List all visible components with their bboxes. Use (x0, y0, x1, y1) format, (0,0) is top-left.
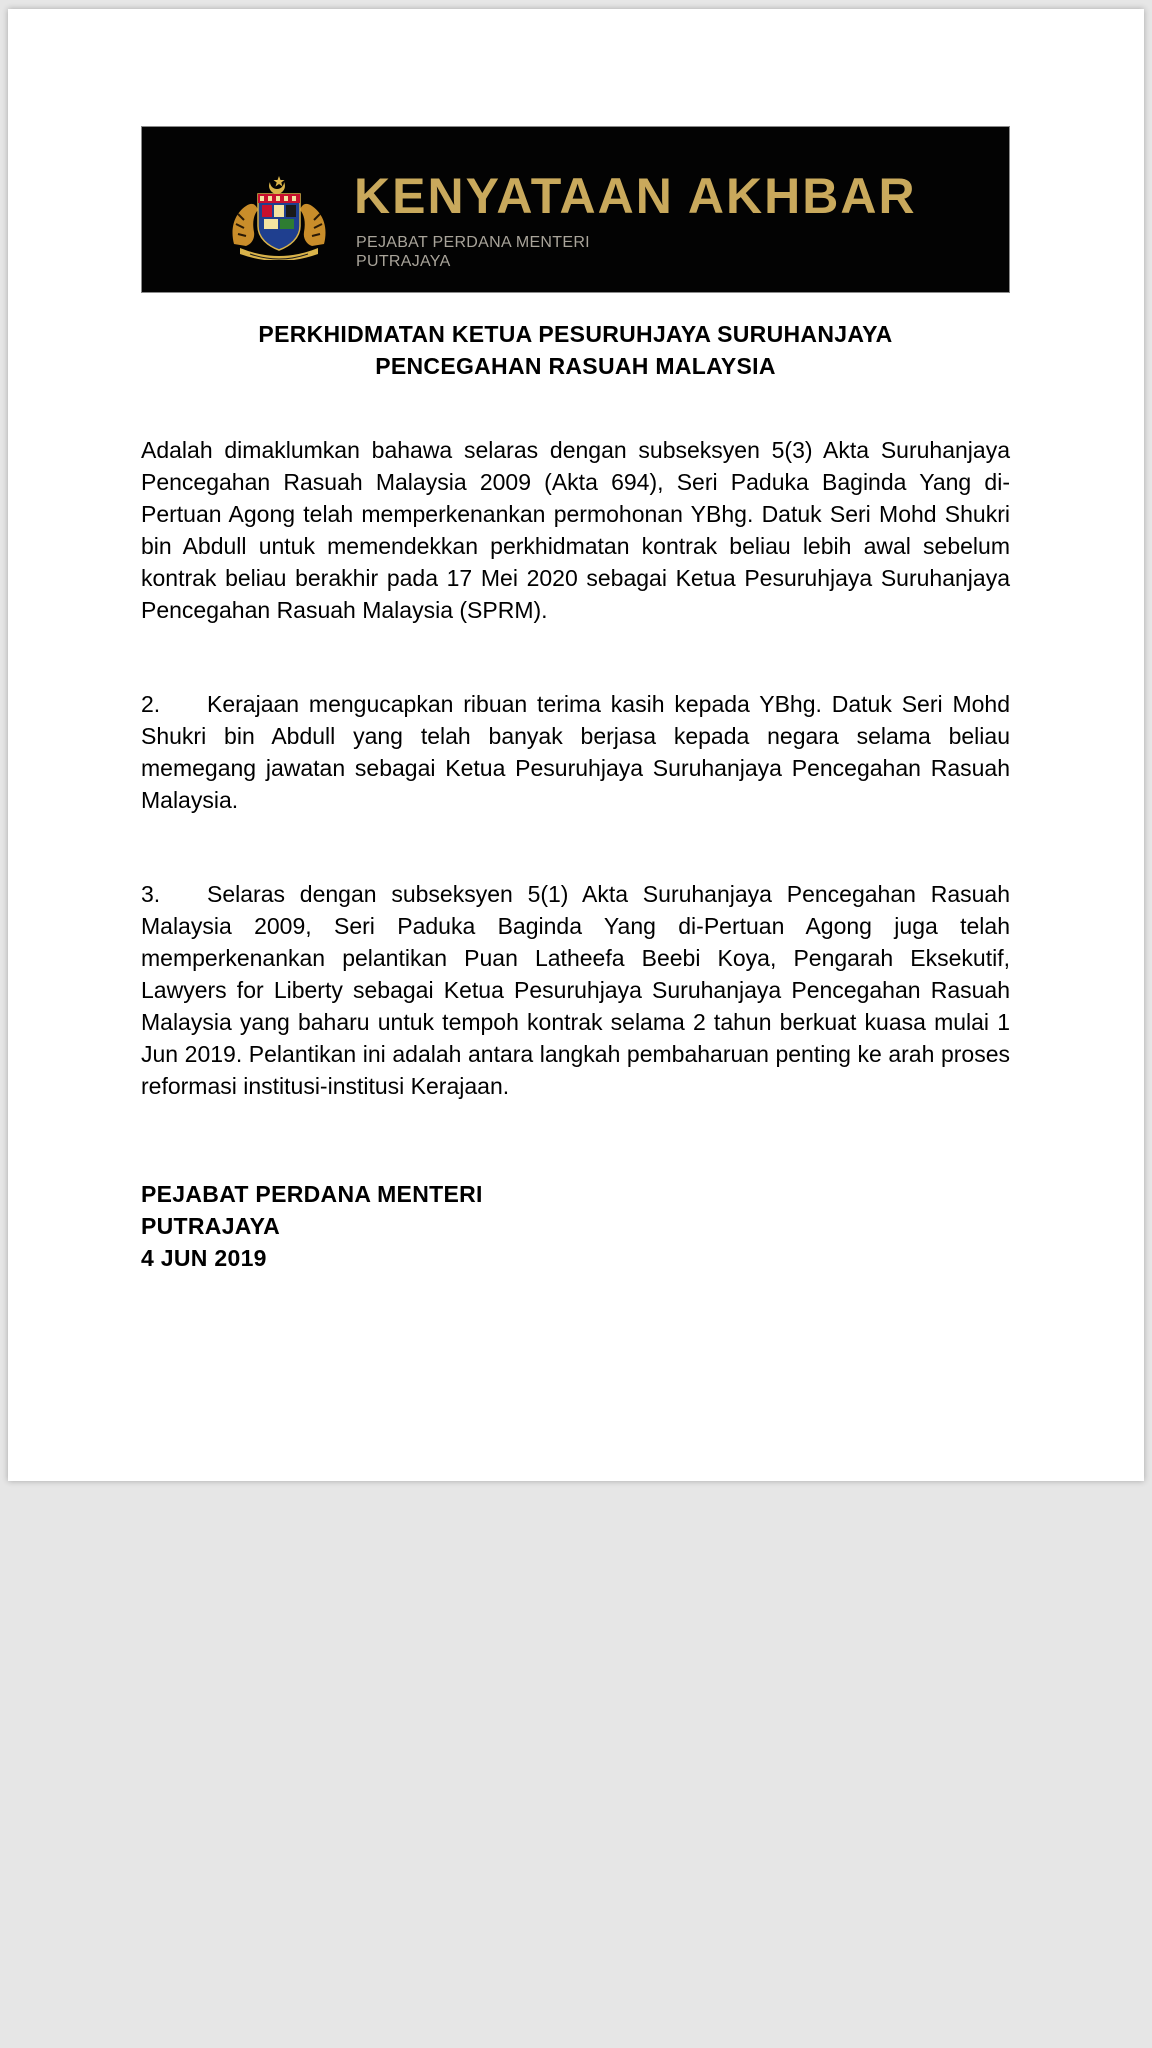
coat-of-arms-icon (224, 174, 334, 260)
paragraph-1 (141, 434, 1010, 626)
paragraph-text: Kerajaan mengucapkan ribuan terima kasih kepada YBhg. Datuk Seri Mohd Shukri bin Abdull yang telah banyak berjasa kepada negara selama beliau memegang jawatan sebagai Ketua Pesuruhjaya Suruhanjaya Pencegahan Rasuah Malaysia. (141, 691, 1010, 813)
document-title-line-1: PERKHIDMATAN KETUA PESURUHJAYA SURUHANJAYA (258, 321, 893, 347)
signature-block (141, 1178, 483, 1274)
paragraph-3 (141, 878, 1010, 1102)
document-page (8, 9, 1144, 1481)
paragraph-text: Selaras dengan subseksyen 5(1) Akta Suruhanjaya Pencegahan Rasuah Malaysia 2009, Seri Paduka Baginda Yang di-Pertuan Agong juga telah memperkenankan pelantikan Puan Latheefa Beebi Koya, Pengarah Eksekutif, Lawyers for Liberty sebagai Ketua Pesuruhjaya Suruhanjaya Pencegahan Rasuah Malaysia yang baharu untuk tempoh kontrak selama 2 tahun berkuat kuasa mulai 1 Jun 2019. Pelantikan ini adalah antara langkah pembaharuan penting ke arah proses reformasi institusi-institusi Kerajaan. (141, 881, 1010, 1099)
signature-city: PUTRAJAYA (141, 1213, 281, 1239)
signature-date: 4 JUN 2019 (141, 1245, 267, 1271)
paragraph-number: 3. (141, 881, 161, 907)
banner-title: KENYATAAN AKHBAR (354, 168, 917, 224)
paragraph-number: 2. (141, 691, 161, 717)
document-title (141, 318, 1010, 382)
banner-subtitle (356, 233, 590, 271)
document-title-line-2: PENCEGAHAN RASUAH MALAYSIA (375, 353, 776, 379)
signature-office: PEJABAT PERDANA MENTERI (141, 1181, 483, 1207)
banner-subtitle-city: PUTRAJAYA (356, 253, 451, 270)
paragraph-text: Adalah dimaklumkan bahawa selaras dengan subseksyen 5(3) Akta Suruhanjaya Pencegahan Rasuah Malaysia 2009 (Akta 694), Seri Paduka Baginda Yang di-Pertuan Agong telah memperkenankan permohonan YBhg. Datuk Seri Mohd Shukri bin Abdull untuk memendekkan perkhidmatan kontrak beliau lebih awal sebelum kontrak beliau berakhir pada 17 Mei 2020 sebagai Ketua Pesuruhjaya Suruhanjaya Pencegahan Rasuah Malaysia (SPRM). (141, 437, 1010, 623)
press-release-banner (141, 126, 1010, 293)
paragraph-2 (141, 688, 1010, 816)
banner-subtitle-office: PEJABAT PERDANA MENTERI (356, 234, 590, 251)
